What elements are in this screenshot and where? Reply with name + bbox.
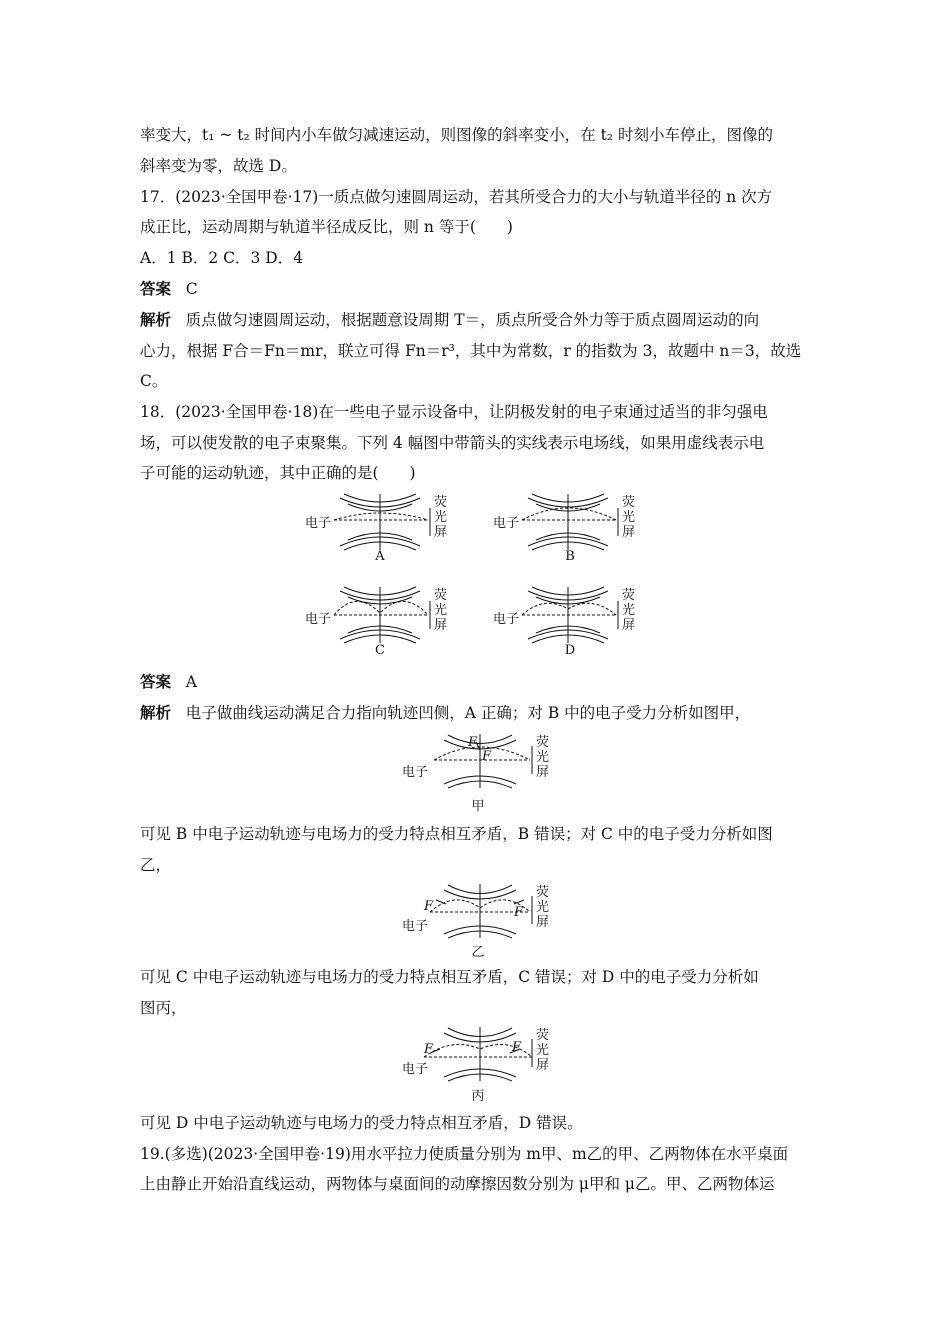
text-line: 子可能的运动轨迹，其中正确的是( ): [140, 464, 416, 482]
figure-jia: [400, 732, 560, 790]
text-line: 成正比，运动周期与轨道半径成反比，则 n 等于( ): [140, 218, 513, 236]
explanation-label: 解析: [140, 310, 172, 329]
explanation-text: 电子做曲线运动满足合力指向轨迹凹侧，A 正确；对 B 中的电子受力分析如图甲，: [185, 704, 751, 722]
electron-label: 电子: [305, 612, 332, 627]
screen-label: 屏: [536, 915, 550, 930]
screen-label: 荧: [622, 495, 636, 510]
electron-label: 电子: [493, 612, 520, 627]
caption-c: C: [375, 643, 385, 658]
text-line: 斜率变为零，故选 D。: [140, 157, 297, 175]
screen-label: 屏: [536, 765, 550, 780]
explanation-text: 质点做匀速圆周运动，根据题意设周期 T＝，质点所受合外力等于质点圆周运动的向: [185, 311, 760, 329]
caption-yi: 乙: [471, 945, 485, 960]
screen-label: 屏: [434, 525, 448, 540]
figure-d: [488, 585, 648, 645]
question-19: 19.(多选)(2023·全国甲卷·19)用水平拉力使质量分别为 m甲、m乙的甲、乙两物体在水平桌面: [140, 1145, 789, 1163]
explanation-label: 解析: [140, 703, 172, 722]
screen-label: 荧: [536, 885, 550, 900]
force-label: F: [514, 905, 524, 920]
answer-label: 答案: [140, 279, 172, 298]
text-line: 上由静止开始沿直线运动，两物体与桌面间的动摩擦因数分别为 μ甲和 μ乙。甲、乙两物体运: [140, 1175, 775, 1193]
force-label: F: [468, 735, 478, 750]
screen-label: 荧: [622, 588, 636, 603]
answer-17: [140, 278, 812, 300]
figure-bing: [400, 1025, 560, 1083]
screen-label: 光: [434, 603, 448, 618]
caption-d: D: [564, 643, 576, 658]
text-line: 可见 C 中电子运动轨迹与电场力的受力特点相互矛盾，C 错误；对 D 中的电子受力分析如: [140, 968, 759, 986]
text-line: 图丙，: [140, 999, 187, 1017]
question-17: 17．(2023·全国甲卷·17)一质点做匀速圆周运动，若其所受合力的大小与轨道半径的 n 次方: [140, 188, 773, 206]
caption-b: B: [565, 549, 575, 564]
screen-label: 荧: [434, 495, 448, 510]
figure-a: [300, 492, 460, 552]
options-17: A．1 B．2 C．3 D．4: [140, 249, 304, 267]
screen-label: 光: [622, 603, 636, 618]
screen-label: 屏: [434, 618, 448, 633]
figure-b: [488, 492, 648, 552]
explanation-17: [140, 309, 812, 331]
electron-label: 电子: [402, 919, 429, 934]
screen-label: 荧: [434, 588, 448, 603]
text-line: 可见 D 中电子运动轨迹与电场力的受力特点相互矛盾，D 错误。: [140, 1114, 583, 1132]
explanation-18: [140, 702, 812, 724]
answer-value: C: [185, 280, 198, 298]
screen-label: 光: [536, 900, 550, 915]
force-label: F: [512, 1040, 522, 1055]
text-line: 率变大，t₁ ~ t₂ 时间内小车做匀减速运动，则图像的斜率变小，在 t₂ 时刻小车停止，图像的: [140, 126, 773, 144]
force-label: F: [482, 749, 492, 764]
force-label: F: [424, 1042, 434, 1057]
question-18: 18．(2023·全国甲卷·18)在一些电子显示设备中，让阴极发射的电子束通过适当的非匀强电: [140, 403, 768, 421]
screen-label: 光: [536, 750, 550, 765]
electron-label: 电子: [305, 516, 332, 531]
answer-label: 答案: [140, 672, 172, 691]
screen-label: 屏: [536, 1058, 550, 1073]
electron-label: 电子: [402, 1062, 429, 1077]
text-line: C。: [140, 372, 168, 390]
text-line: 乙，: [140, 856, 172, 874]
caption-jia: 甲: [471, 799, 485, 814]
text-line: 心力，根据 F合＝Fn＝mr，联立可得 Fn＝r³，其中为常数，r 的指数为 3，故题中 n＝3，故选: [140, 342, 802, 360]
screen-label: 光: [434, 510, 448, 525]
text-line: 可见 B 中电子运动轨迹与电场力的受力特点相互矛盾，B 错误；对 C 中的电子受力分析如图: [140, 825, 773, 843]
text-line: 场，可以使发散的电子束聚集。下列 4 幅图中带箭头的实线表示电场线，如果用虚线表示电: [140, 434, 765, 452]
screen-label: 屏: [622, 525, 636, 540]
screen-label: 光: [622, 510, 636, 525]
answer-18: [140, 671, 812, 693]
electron-label: 电子: [493, 516, 520, 531]
answer-value: A: [185, 673, 197, 691]
figure-yi: [400, 882, 560, 940]
screen-label: 荧: [536, 735, 550, 750]
screen-label: 光: [536, 1043, 550, 1058]
figure-c: [300, 585, 460, 645]
caption-a: A: [375, 549, 385, 564]
electron-label: 电子: [402, 765, 429, 780]
screen-label: 屏: [622, 618, 636, 633]
caption-bing: 丙: [471, 1089, 485, 1104]
force-label: F: [424, 899, 434, 914]
screen-label: 荧: [536, 1028, 550, 1043]
